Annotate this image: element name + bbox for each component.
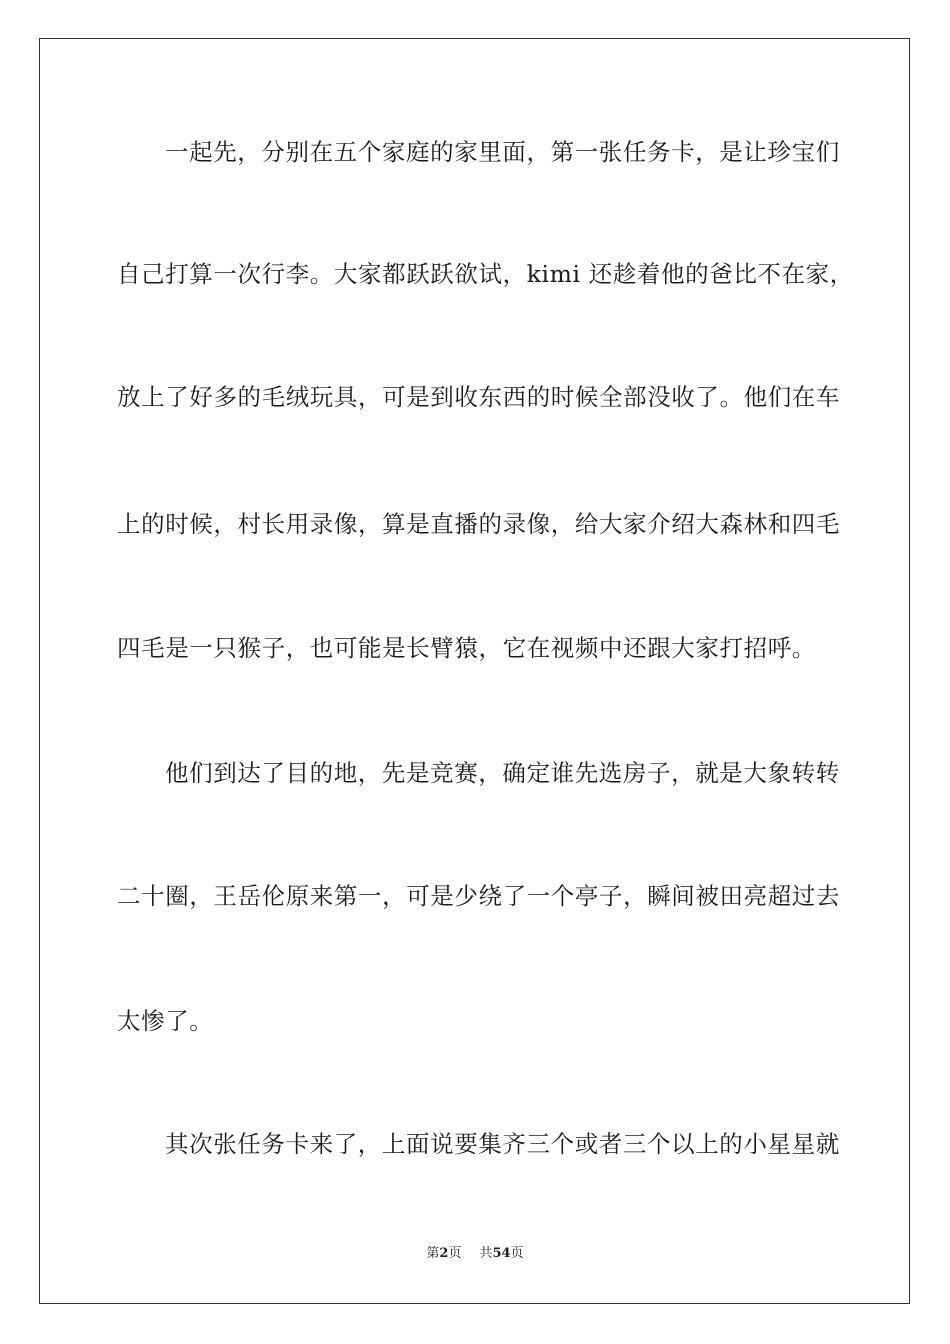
paragraph-2-line-1: 他们到达了目的地，先是竞赛，确定谁先选房子，就是大象转转 — [165, 759, 840, 787]
paragraph-1-line-5: 四毛是一只猴子，也可能是长臂猿，它在视频中还跟大家打招呼。 — [117, 634, 816, 662]
page-footer — [0, 1245, 950, 1263]
paragraph-2-line-2: 二十圈，王岳伦原来第一，可是少绕了一个亭子，瞬间被田亮超过去 — [117, 882, 840, 910]
page-prefix: 第 — [426, 1246, 440, 1261]
paragraph-3-line-1: 其次张任务卡来了，上面说要集齐三个或者三个以上的小星星就 — [165, 1130, 840, 1158]
total-pages: 54 — [492, 1246, 511, 1261]
paragraph-1-line-4: 上的时候，村长用录像，算是直播的录像，给大家介绍大森林和四毛 — [117, 510, 840, 538]
paragraph-1-line-3: 放上了好多的毛绒玩具，可是到收东西的时候全部没收了。他们在车 — [117, 383, 840, 411]
paragraph-2-line-3: 太惨了。 — [117, 1007, 214, 1035]
paragraph-1-line-1: 一起先，分别在五个家庭的家里面，第一张任务卡，是让珍宝们 — [165, 138, 840, 166]
page-number: 2 — [439, 1246, 449, 1261]
page-border — [39, 38, 910, 1304]
page-suffix: 页 — [448, 1246, 462, 1261]
paragraph-1-line-2: 自己打算一次行李。大家都跃跃欲试，kimi 还趁着他的爸比不在家， — [117, 260, 854, 288]
total-prefix: 共 — [479, 1246, 493, 1261]
total-suffix: 页 — [510, 1246, 524, 1261]
